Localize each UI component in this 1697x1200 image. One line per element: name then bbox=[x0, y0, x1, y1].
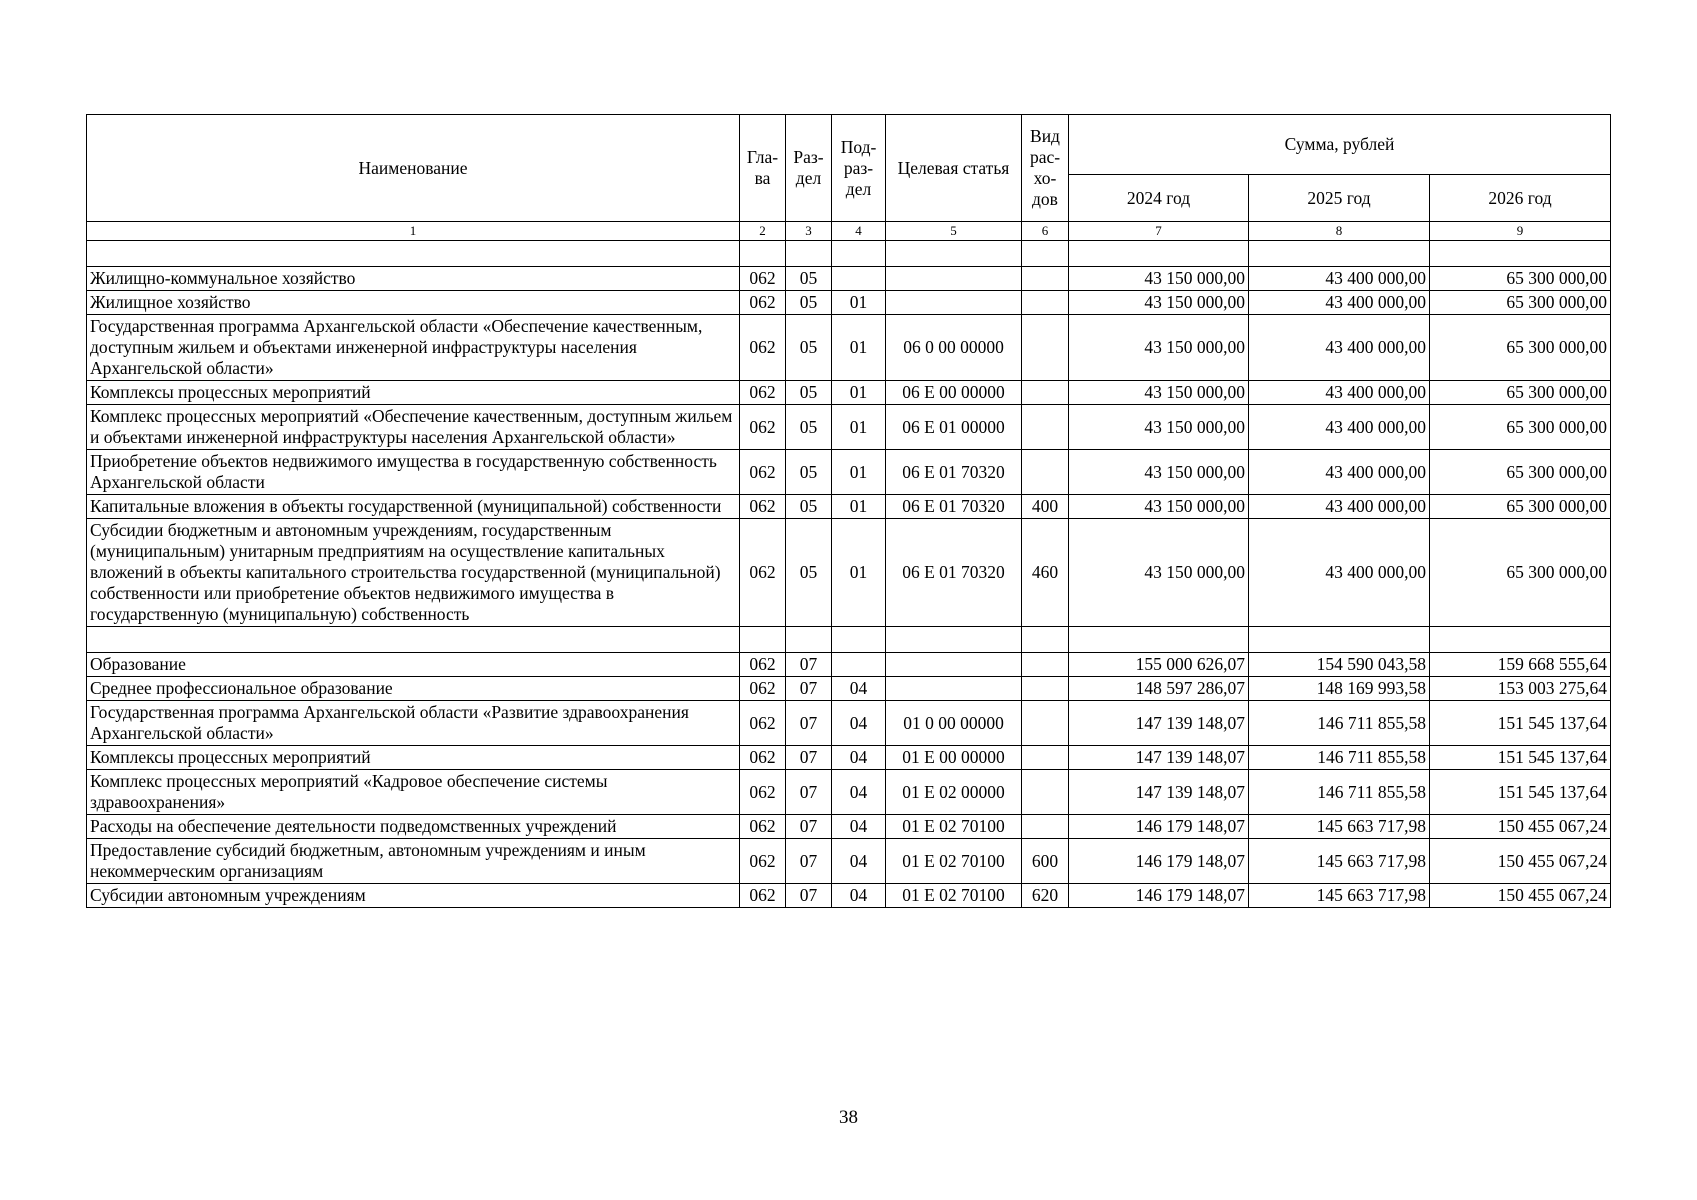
row-amount-2026: 153 003 275,64 bbox=[1430, 677, 1611, 701]
page-number: 38 bbox=[839, 1107, 858, 1128]
row-chapter: 062 bbox=[740, 884, 786, 908]
header-year-2025: 2025 год bbox=[1249, 175, 1430, 222]
table-row bbox=[87, 450, 1611, 495]
row-target-article: 06 Е 00 00000 bbox=[886, 381, 1022, 405]
row-amount-2024: 146 179 148,07 bbox=[1069, 815, 1249, 839]
row-section: 07 bbox=[786, 653, 832, 677]
column-number: 5 bbox=[886, 222, 1022, 241]
row-name: Жилищно-коммунальное хозяйство bbox=[87, 267, 740, 291]
row-amount-2025: 43 400 000,00 bbox=[1249, 315, 1430, 381]
column-number: 2 bbox=[740, 222, 786, 241]
budget-table-body bbox=[87, 241, 1611, 908]
row-amount-2024: 147 139 148,07 bbox=[1069, 746, 1249, 770]
row-chapter: 062 bbox=[740, 291, 786, 315]
empty-cell bbox=[786, 627, 832, 653]
column-number: 1 bbox=[87, 222, 740, 241]
row-chapter: 062 bbox=[740, 701, 786, 746]
row-name: Приобретение объектов недвижимого имущества в государственную собственность Архангельской области bbox=[87, 450, 740, 495]
row-amount-2024: 43 150 000,00 bbox=[1069, 450, 1249, 495]
empty-cell bbox=[740, 627, 786, 653]
row-amount-2026: 151 545 137,64 bbox=[1430, 746, 1611, 770]
row-name: Комплексы процессных мероприятий bbox=[87, 381, 740, 405]
row-name: Комплекс процессных мероприятий «Кадровое обеспечение системы здравоохранения» bbox=[87, 770, 740, 815]
row-target-article: 01 Е 02 70100 bbox=[886, 884, 1022, 908]
row-chapter: 062 bbox=[740, 653, 786, 677]
row-amount-2026: 150 455 067,24 bbox=[1430, 815, 1611, 839]
row-section: 05 bbox=[786, 495, 832, 519]
row-amount-2024: 147 139 148,07 bbox=[1069, 701, 1249, 746]
row-amount-2025: 43 400 000,00 bbox=[1249, 381, 1430, 405]
row-amount-2025: 146 711 855,58 bbox=[1249, 746, 1430, 770]
row-subsection: 04 bbox=[832, 701, 886, 746]
row-amount-2026: 65 300 000,00 bbox=[1430, 381, 1611, 405]
empty-spacer-row bbox=[87, 241, 1611, 267]
row-subsection: 04 bbox=[832, 770, 886, 815]
empty-cell bbox=[1022, 627, 1069, 653]
row-target-article: 01 0 00 00000 bbox=[886, 701, 1022, 746]
row-chapter: 062 bbox=[740, 839, 786, 884]
row-subsection: 01 bbox=[832, 405, 886, 450]
table-row bbox=[87, 405, 1611, 450]
column-number: 6 bbox=[1022, 222, 1069, 241]
row-amount-2025: 145 663 717,98 bbox=[1249, 884, 1430, 908]
row-amount-2025: 43 400 000,00 bbox=[1249, 450, 1430, 495]
row-name: Субсидии бюджетным и автономным учреждениям, государственным (муниципальным) унитарным предприятиям на осуществление капитальных вложений в объекты капитального строительства государственной (муниципальной) собственности или приобретение объектов недвижимого имущества в государственную (муниципальную) собственность bbox=[87, 519, 740, 627]
header-section: Раз-дел bbox=[786, 115, 832, 222]
row-chapter: 062 bbox=[740, 677, 786, 701]
column-number: 7 bbox=[1069, 222, 1249, 241]
row-amount-2026: 65 300 000,00 bbox=[1430, 495, 1611, 519]
row-amount-2024: 43 150 000,00 bbox=[1069, 315, 1249, 381]
empty-cell bbox=[1069, 241, 1249, 267]
row-chapter: 062 bbox=[740, 815, 786, 839]
row-amount-2024: 43 150 000,00 bbox=[1069, 495, 1249, 519]
row-subsection: 04 bbox=[832, 815, 886, 839]
row-amount-2025: 43 400 000,00 bbox=[1249, 291, 1430, 315]
row-section: 05 bbox=[786, 519, 832, 627]
empty-cell bbox=[1249, 627, 1430, 653]
column-number: 9 bbox=[1430, 222, 1611, 241]
row-amount-2025: 148 169 993,58 bbox=[1249, 677, 1430, 701]
row-subsection: 01 bbox=[832, 495, 886, 519]
header-expense-type: Вид рас-хо-дов bbox=[1022, 115, 1069, 222]
row-section: 07 bbox=[786, 815, 832, 839]
row-amount-2025: 43 400 000,00 bbox=[1249, 267, 1430, 291]
row-amount-2024: 43 150 000,00 bbox=[1069, 291, 1249, 315]
row-section: 05 bbox=[786, 267, 832, 291]
row-target-article: 01 Е 02 00000 bbox=[886, 770, 1022, 815]
row-expense-type bbox=[1022, 746, 1069, 770]
row-section: 05 bbox=[786, 315, 832, 381]
budget-table bbox=[86, 114, 1611, 908]
header-target-article: Целевая статья bbox=[886, 115, 1022, 222]
row-chapter: 062 bbox=[740, 495, 786, 519]
row-target-article bbox=[886, 267, 1022, 291]
table-row bbox=[87, 519, 1611, 627]
row-section: 05 bbox=[786, 291, 832, 315]
row-expense-type bbox=[1022, 405, 1069, 450]
table-row bbox=[87, 701, 1611, 746]
row-expense-type bbox=[1022, 677, 1069, 701]
row-subsection: 04 bbox=[832, 839, 886, 884]
row-chapter: 062 bbox=[740, 519, 786, 627]
row-expense-type bbox=[1022, 267, 1069, 291]
row-expense-type bbox=[1022, 315, 1069, 381]
row-expense-type: 400 bbox=[1022, 495, 1069, 519]
empty-cell bbox=[886, 241, 1022, 267]
row-amount-2026: 65 300 000,00 bbox=[1430, 315, 1611, 381]
empty-cell bbox=[832, 627, 886, 653]
empty-cell bbox=[786, 241, 832, 267]
row-amount-2026: 65 300 000,00 bbox=[1430, 519, 1611, 627]
row-expense-type bbox=[1022, 701, 1069, 746]
row-name: Комплексы процессных мероприятий bbox=[87, 746, 740, 770]
header-year-2024: 2024 год bbox=[1069, 175, 1249, 222]
table-row bbox=[87, 315, 1611, 381]
row-amount-2026: 151 545 137,64 bbox=[1430, 701, 1611, 746]
row-name: Образование bbox=[87, 653, 740, 677]
row-chapter: 062 bbox=[740, 746, 786, 770]
row-amount-2024: 43 150 000,00 bbox=[1069, 381, 1249, 405]
row-expense-type: 460 bbox=[1022, 519, 1069, 627]
empty-cell bbox=[886, 627, 1022, 653]
row-amount-2025: 154 590 043,58 bbox=[1249, 653, 1430, 677]
row-chapter: 062 bbox=[740, 405, 786, 450]
table-row bbox=[87, 291, 1611, 315]
row-target-article: 01 Е 02 70100 bbox=[886, 839, 1022, 884]
row-expense-type: 620 bbox=[1022, 884, 1069, 908]
row-subsection bbox=[832, 653, 886, 677]
row-name: Расходы на обеспечение деятельности подведомственных учреждений bbox=[87, 815, 740, 839]
column-number: 3 bbox=[786, 222, 832, 241]
row-amount-2025: 146 711 855,58 bbox=[1249, 701, 1430, 746]
row-amount-2026: 65 300 000,00 bbox=[1430, 405, 1611, 450]
row-section: 07 bbox=[786, 677, 832, 701]
table-row bbox=[87, 839, 1611, 884]
row-target-article bbox=[886, 291, 1022, 315]
header-chapter: Гла-ва bbox=[740, 115, 786, 222]
column-number: 8 bbox=[1249, 222, 1430, 241]
row-amount-2026: 65 300 000,00 bbox=[1430, 291, 1611, 315]
row-subsection: 01 bbox=[832, 519, 886, 627]
empty-spacer-row bbox=[87, 627, 1611, 653]
row-target-article bbox=[886, 677, 1022, 701]
empty-cell bbox=[740, 241, 786, 267]
table-row bbox=[87, 770, 1611, 815]
row-subsection: 04 bbox=[832, 677, 886, 701]
row-section: 07 bbox=[786, 746, 832, 770]
row-chapter: 062 bbox=[740, 770, 786, 815]
row-expense-type bbox=[1022, 653, 1069, 677]
row-subsection: 01 bbox=[832, 291, 886, 315]
row-target-article: 06 Е 01 00000 bbox=[886, 405, 1022, 450]
row-amount-2024: 146 179 148,07 bbox=[1069, 839, 1249, 884]
empty-cell bbox=[832, 241, 886, 267]
row-chapter: 062 bbox=[740, 381, 786, 405]
row-chapter: 062 bbox=[740, 315, 786, 381]
row-target-article: 06 Е 01 70320 bbox=[886, 450, 1022, 495]
header-name: Наименование bbox=[87, 115, 740, 222]
row-amount-2024: 43 150 000,00 bbox=[1069, 519, 1249, 627]
empty-cell bbox=[1430, 627, 1611, 653]
row-amount-2024: 43 150 000,00 bbox=[1069, 405, 1249, 450]
row-section: 05 bbox=[786, 450, 832, 495]
row-expense-type bbox=[1022, 770, 1069, 815]
row-amount-2025: 145 663 717,98 bbox=[1249, 839, 1430, 884]
row-target-article: 06 Е 01 70320 bbox=[886, 519, 1022, 627]
row-name: Жилищное хозяйство bbox=[87, 291, 740, 315]
row-amount-2024: 155 000 626,07 bbox=[1069, 653, 1249, 677]
table-row bbox=[87, 815, 1611, 839]
row-expense-type bbox=[1022, 450, 1069, 495]
row-amount-2026: 65 300 000,00 bbox=[1430, 450, 1611, 495]
row-amount-2026: 159 668 555,64 bbox=[1430, 653, 1611, 677]
row-section: 07 bbox=[786, 770, 832, 815]
row-expense-type: 600 bbox=[1022, 839, 1069, 884]
empty-cell bbox=[87, 241, 740, 267]
row-target-article: 06 Е 01 70320 bbox=[886, 495, 1022, 519]
table-row bbox=[87, 381, 1611, 405]
row-subsection: 01 bbox=[832, 381, 886, 405]
row-target-article: 01 Е 00 00000 bbox=[886, 746, 1022, 770]
empty-cell bbox=[1022, 241, 1069, 267]
row-expense-type bbox=[1022, 381, 1069, 405]
row-amount-2026: 150 455 067,24 bbox=[1430, 884, 1611, 908]
table-row bbox=[87, 884, 1611, 908]
row-name: Капитальные вложения в объекты государственной (муниципальной) собственности bbox=[87, 495, 740, 519]
table-row bbox=[87, 495, 1611, 519]
row-amount-2026: 65 300 000,00 bbox=[1430, 267, 1611, 291]
row-expense-type bbox=[1022, 815, 1069, 839]
row-chapter: 062 bbox=[740, 267, 786, 291]
row-amount-2024: 146 179 148,07 bbox=[1069, 884, 1249, 908]
row-chapter: 062 bbox=[740, 450, 786, 495]
row-amount-2025: 43 400 000,00 bbox=[1249, 519, 1430, 627]
row-section: 05 bbox=[786, 381, 832, 405]
row-amount-2026: 150 455 067,24 bbox=[1430, 839, 1611, 884]
header-subsection: Под-раз-дел bbox=[832, 115, 886, 222]
row-subsection bbox=[832, 267, 886, 291]
table-row bbox=[87, 267, 1611, 291]
row-amount-2024: 148 597 286,07 bbox=[1069, 677, 1249, 701]
row-subsection: 01 bbox=[832, 315, 886, 381]
empty-cell bbox=[87, 627, 740, 653]
row-amount-2025: 146 711 855,58 bbox=[1249, 770, 1430, 815]
row-section: 05 bbox=[786, 405, 832, 450]
row-name: Государственная программа Архангельской области «Обеспечение качественным, доступным жильем и объектами инженерной инфраструктуры населения Архангельской области» bbox=[87, 315, 740, 381]
row-name: Предоставление субсидий бюджетным, автономным учреждениям и иным некоммерческим организациям bbox=[87, 839, 740, 884]
row-amount-2026: 151 545 137,64 bbox=[1430, 770, 1611, 815]
row-subsection: 04 bbox=[832, 746, 886, 770]
row-name: Комплекс процессных мероприятий «Обеспечение качественным, доступным жильем и объектами инженерной инфраструктуры населения Архангельской области» bbox=[87, 405, 740, 450]
empty-cell bbox=[1430, 241, 1611, 267]
column-number: 4 bbox=[832, 222, 886, 241]
row-target-article bbox=[886, 653, 1022, 677]
row-section: 07 bbox=[786, 839, 832, 884]
row-target-article: 06 0 00 00000 bbox=[886, 315, 1022, 381]
row-target-article: 01 Е 02 70100 bbox=[886, 815, 1022, 839]
row-section: 07 bbox=[786, 884, 832, 908]
column-number-row bbox=[87, 222, 1611, 241]
row-amount-2025: 43 400 000,00 bbox=[1249, 495, 1430, 519]
header-sum: Сумма, рублей bbox=[1069, 115, 1611, 175]
row-expense-type bbox=[1022, 291, 1069, 315]
table-row bbox=[87, 653, 1611, 677]
row-name: Государственная программа Архангельской области «Развитие здравоохранения Архангельской области» bbox=[87, 701, 740, 746]
row-subsection: 01 bbox=[832, 450, 886, 495]
table-row bbox=[87, 677, 1611, 701]
row-subsection: 04 bbox=[832, 884, 886, 908]
row-amount-2024: 43 150 000,00 bbox=[1069, 267, 1249, 291]
row-amount-2025: 43 400 000,00 bbox=[1249, 405, 1430, 450]
row-amount-2025: 145 663 717,98 bbox=[1249, 815, 1430, 839]
row-amount-2024: 147 139 148,07 bbox=[1069, 770, 1249, 815]
row-name: Среднее профессиональное образование bbox=[87, 677, 740, 701]
empty-cell bbox=[1249, 241, 1430, 267]
header-year-2026: 2026 год bbox=[1430, 175, 1611, 222]
empty-cell bbox=[1069, 627, 1249, 653]
row-name: Субсидии автономным учреждениям bbox=[87, 884, 740, 908]
row-section: 07 bbox=[786, 701, 832, 746]
table-row bbox=[87, 746, 1611, 770]
